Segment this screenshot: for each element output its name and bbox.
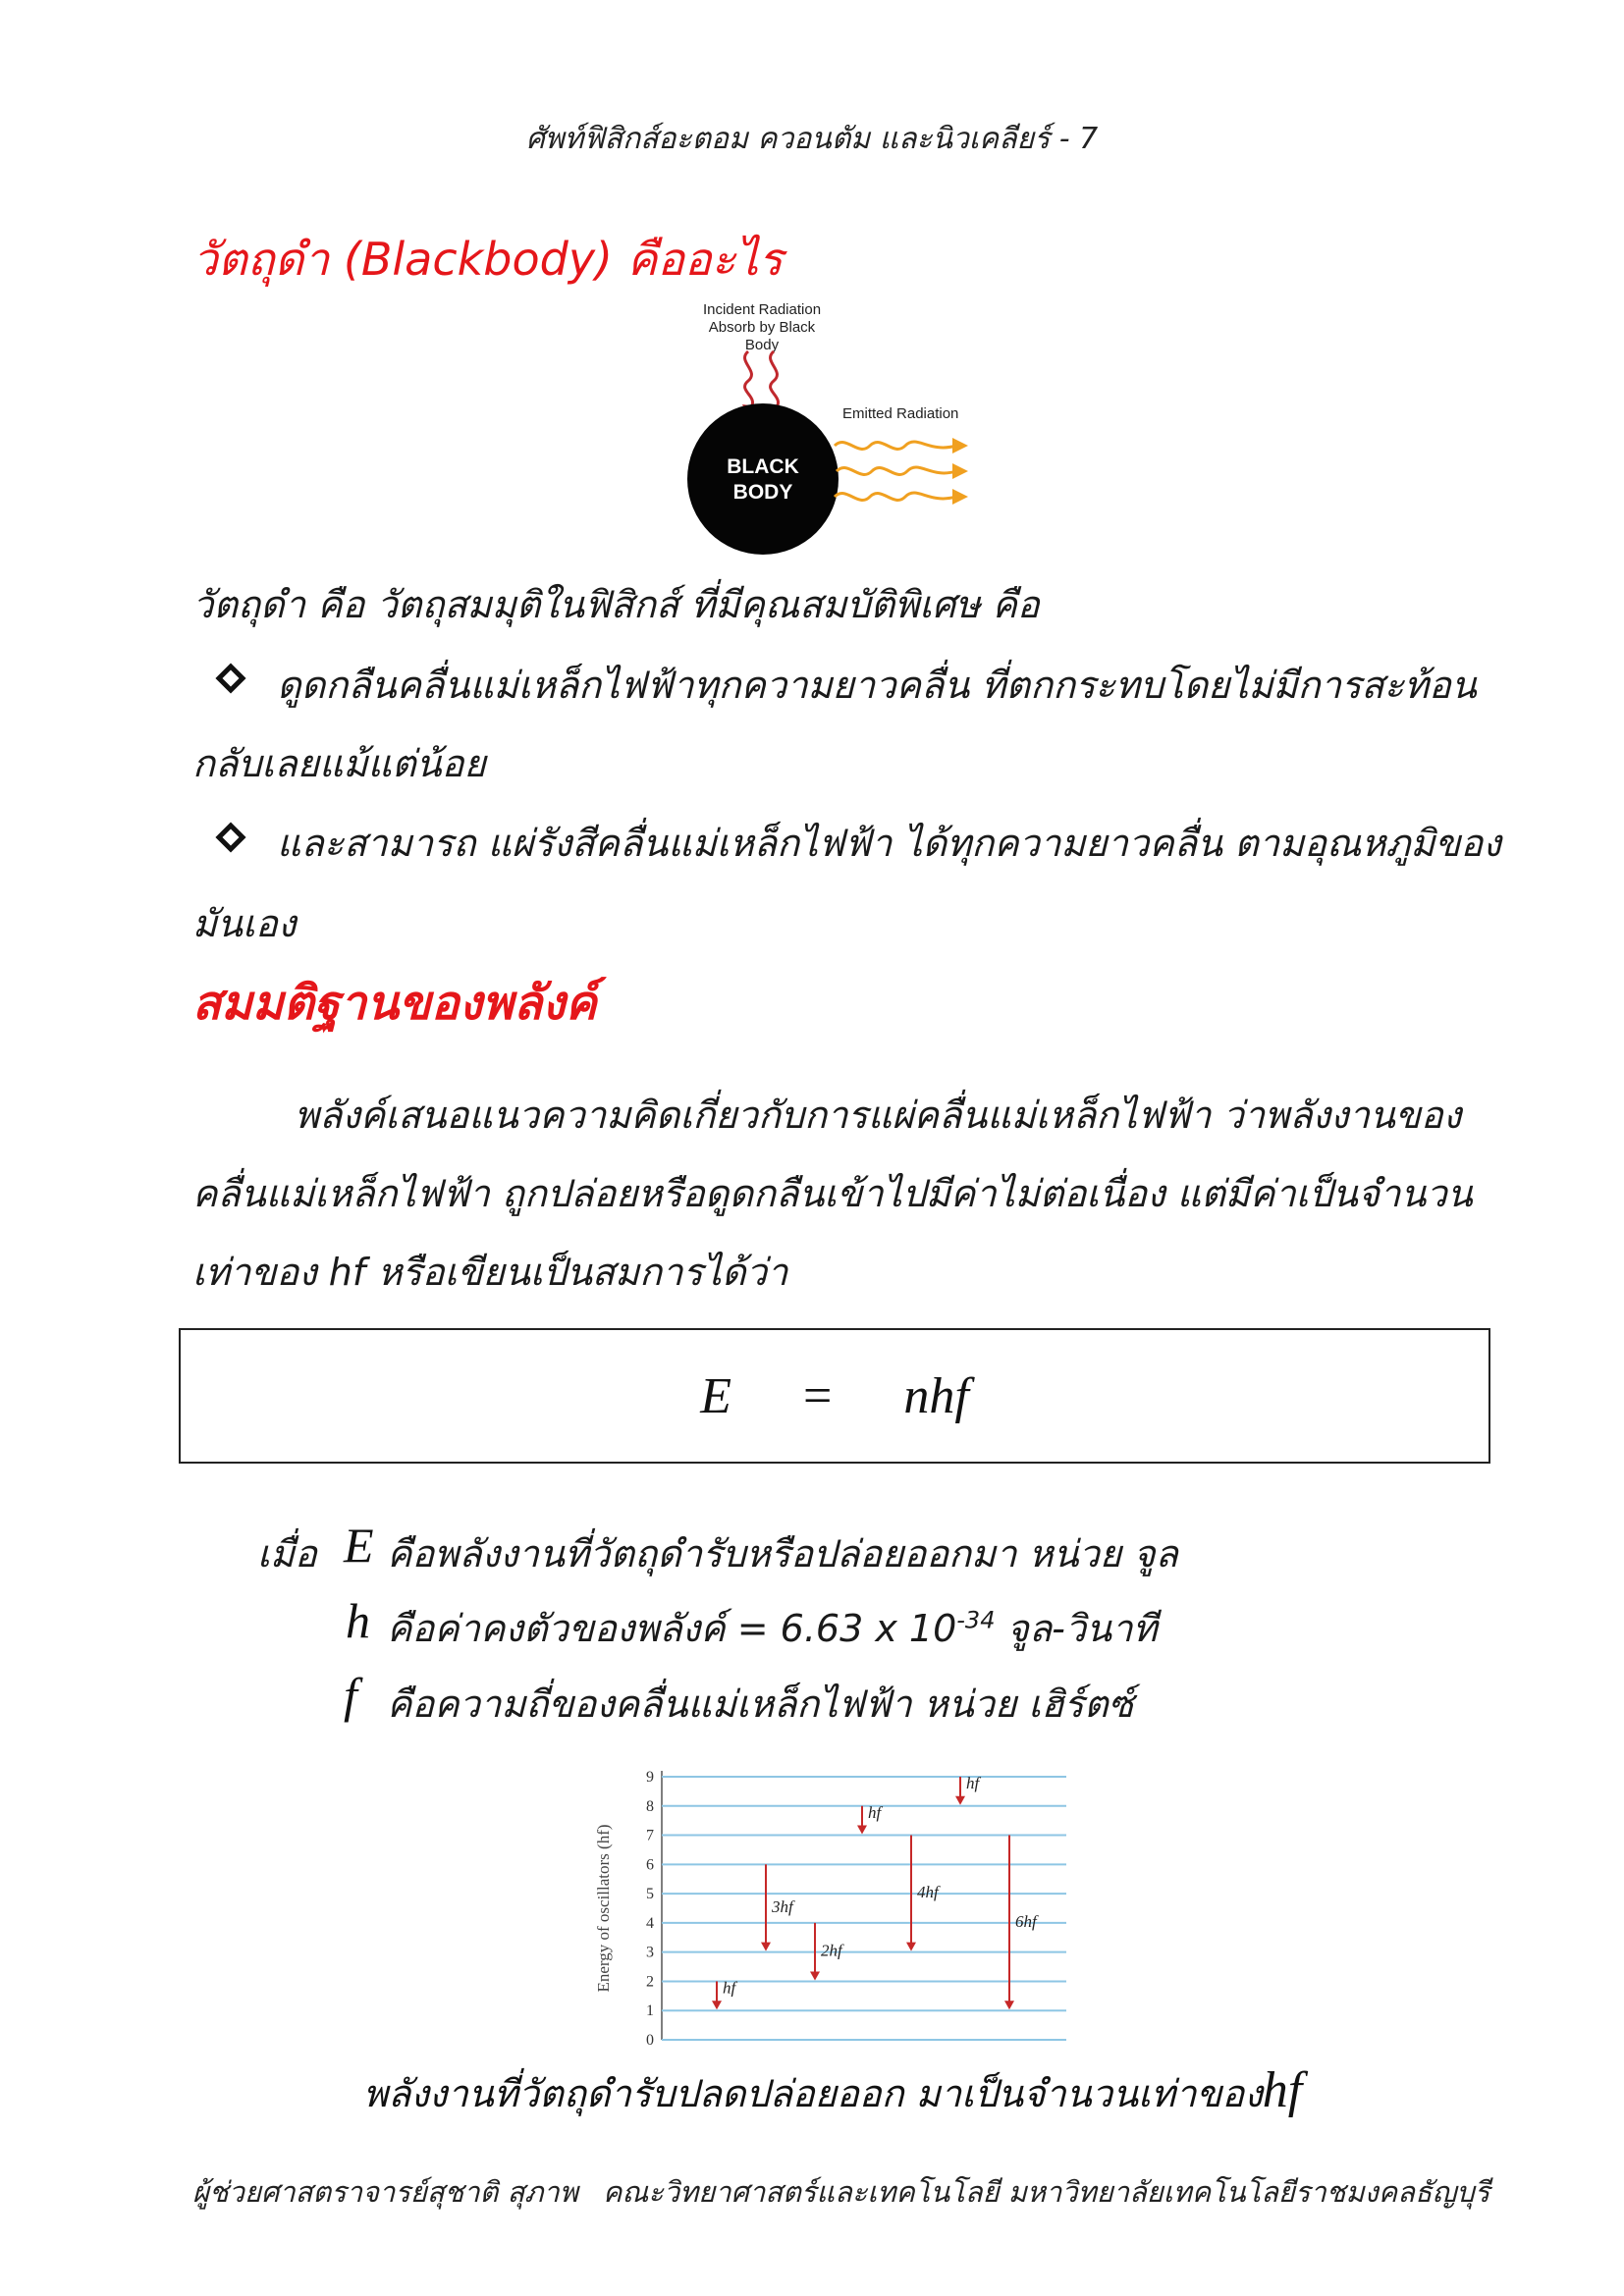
chart-caption-text: พลังงานที่วัตถุดำรับปลดปล่อยออก มาเป็นจำนวนเท่าของ xyxy=(363,2072,1263,2115)
bullet2-line1: และสามารถ แผ่รังสีคลื่นแม่เหล็กไฟฟ้า ได้ทุกความยาวคลื่น ตามอุณหภูมิของ xyxy=(277,822,1501,865)
emitted-ray-1 xyxy=(835,442,956,449)
incident-label-3: Body xyxy=(744,337,780,353)
transition-arrowhead-4 xyxy=(906,1943,916,1951)
def-h-exponent: -34 xyxy=(956,1606,996,1634)
section-title-planck: สมมติฐานของพลังค์ xyxy=(192,976,597,1031)
bullet1-line1: ดูดกลืนคลื่นแม่เหล็กไฟฟ้าทุกความยาวคลื่น ที่ตกกระทบโดยไม่มีการสะท้อน xyxy=(277,664,1477,707)
level-tick-3: 3 xyxy=(646,1944,654,1961)
transition-arrowhead-1 xyxy=(761,1943,771,1951)
transition-arrowhead-6 xyxy=(1004,2001,1014,2009)
symbol-f: f xyxy=(344,1668,357,1723)
black-body-label-1: BLACK xyxy=(727,455,799,478)
transition-label-5: hf xyxy=(966,1774,980,1792)
level-tick-5: 5 xyxy=(646,1886,654,1903)
bullet2-line2: มันเอง xyxy=(192,902,297,945)
page-header: ศัพท์ฟิสิกส์อะตอม ควอนตัม และนิวเคลียร์ - 7 xyxy=(525,122,1099,156)
emitted-arrowhead-1 xyxy=(952,438,968,454)
equation-rhs: nhf xyxy=(903,1368,969,1424)
incident-ray-1 xyxy=(745,351,753,408)
transition-arrowhead-3 xyxy=(857,1826,867,1835)
def-h-unit: จูล-วินาที xyxy=(995,1607,1158,1650)
level-tick-2: 2 xyxy=(646,1973,654,1991)
footer-faculty: คณะวิทยาศาสตร์และเทคโนโลยี มหาวิทยาลัยเทคโนโลยีราชมงคลธัญบุรี xyxy=(603,2175,1490,2209)
transition-label-0: hf xyxy=(723,1978,736,1998)
def-h-text: คือค่าคงตัวของพลังค์ = 6.63 x 10 xyxy=(387,1607,957,1650)
incident-label-1: Incident Radiation xyxy=(702,301,822,318)
level-tick-1: 1 xyxy=(646,2002,654,2020)
bullet1-line2: กลับเลยแม้แต่น้อย xyxy=(192,742,486,785)
diamond-bullet-icon xyxy=(215,822,245,852)
energy-level-chart xyxy=(581,1765,1076,2052)
footer-author: ผู้ช่วยศาสตราจารย์สุชาติ สุภาพ xyxy=(192,2175,578,2209)
level-tick-0: 0 xyxy=(646,2032,654,2049)
symbol-E: E xyxy=(344,1518,374,1573)
planck-para-line3: เท่าของ hf หรือเขียนเป็นสมการได้ว่า xyxy=(192,1251,788,1294)
emitted-ray-3 xyxy=(835,493,956,500)
black-body-sphere xyxy=(687,403,839,555)
transition-label-3: hf xyxy=(868,1802,882,1822)
equation-operator: = xyxy=(802,1368,833,1424)
def-h xyxy=(387,1598,1158,1658)
blackbody-figure xyxy=(677,291,1001,565)
emitted-label: Emitted Radiation xyxy=(842,405,959,422)
equation-lhs: E xyxy=(700,1368,731,1424)
emitted-ray-2 xyxy=(837,467,956,474)
level-tick-7: 7 xyxy=(646,1827,654,1844)
def-f: คือความถี่ของคลื่นแม่เหล็กไฟฟ้า หน่วย เฮิร์ตซ์ xyxy=(387,1682,1134,1726)
emitted-arrowhead-3 xyxy=(952,489,968,505)
transition-label-4: 4hf xyxy=(917,1883,939,1902)
chart-caption-hf: hf xyxy=(1262,2062,1303,2118)
level-tick-4: 4 xyxy=(646,1914,654,1932)
transition-arrowhead-0 xyxy=(712,2001,722,2009)
black-body-label-2: BODY xyxy=(732,481,793,504)
planck-para-line2: คลื่นแม่เหล็กไฟฟ้า ถูกปล่อยหรือดูดกลืนเข้าไปมีค่าไม่ต่อเนื่อง แต่มีค่าเป็นจำนวน xyxy=(192,1172,1473,1215)
symbol-h: h xyxy=(346,1593,370,1648)
chart-caption xyxy=(363,2061,1302,2123)
blackbody-definition: วัตถุดำ คือ วัตถุสมมุติในฟิสิกส์ ที่มีคุณสมบัติพิเศษ คือ xyxy=(192,583,1040,626)
transition-label-2: 2hf xyxy=(821,1941,842,1960)
equation-box xyxy=(179,1328,1490,1464)
transition-arrowhead-5 xyxy=(955,1796,965,1805)
incident-label-2: Absorb by Black xyxy=(708,319,816,336)
transition-label-1: 3hf xyxy=(772,1897,793,1916)
transition-label-6: 6hf xyxy=(1015,1911,1037,1931)
equation xyxy=(181,1367,1489,1425)
section-title-blackbody: วัตถุดำ (Blackbody) คืออะไร xyxy=(192,233,784,286)
level-tick-9: 9 xyxy=(646,1769,654,1786)
level-tick-6: 6 xyxy=(646,1856,654,1874)
incident-ray-2 xyxy=(771,351,779,408)
transition-arrowhead-2 xyxy=(810,1971,820,1980)
emitted-arrowhead-2 xyxy=(952,463,968,479)
planck-para-line1: พลังค์เสนอแนวความคิดเกี่ยวกับการแผ่คลื่นแม่เหล็กไฟฟ้า ว่าพลังงานของ xyxy=(295,1094,1462,1137)
level-tick-8: 8 xyxy=(646,1797,654,1815)
def-E: คือพลังงานที่วัตถุดำรับหรือปล่อยออกมา หน่วย จูล xyxy=(387,1532,1178,1575)
chart-ylabel: Energy of oscillators (hf) xyxy=(594,1824,613,1993)
where-word: เมื่อ xyxy=(257,1532,317,1575)
diamond-bullet-icon xyxy=(215,663,245,693)
